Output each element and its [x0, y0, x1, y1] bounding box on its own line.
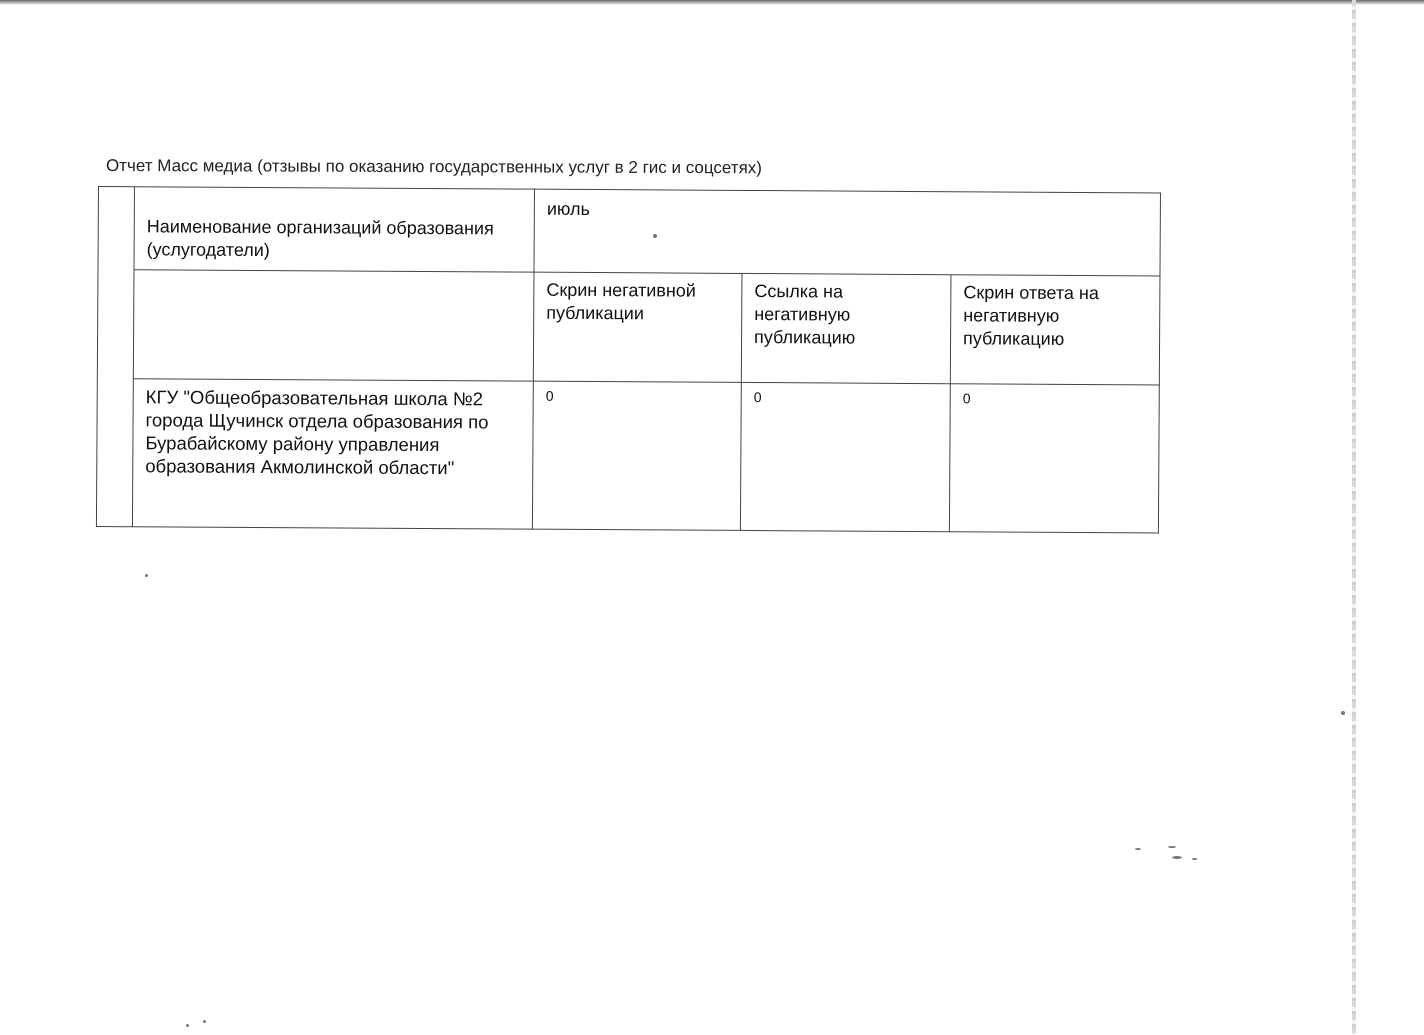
cell-value: 0 — [962, 390, 971, 407]
scan-right-edge — [1352, 0, 1356, 1035]
scan-speck — [1172, 856, 1182, 859]
cell-value: 0 — [753, 389, 762, 406]
scan-top-edge — [0, 0, 1424, 5]
organization-name: КГУ "Общеобразовательная школа №2 города Щучинск отдела образования по Бурабайскому району управления образования Акмолинской области" — [145, 386, 489, 479]
scan-speck — [1192, 858, 1197, 860]
value-cell-screen-negative — [532, 381, 741, 530]
cell-value: 0 — [545, 387, 554, 404]
report-table — [96, 186, 1161, 533]
scan-speck — [203, 1020, 206, 1023]
value-cell-screen-response — [949, 384, 1159, 533]
scan-speck — [1168, 846, 1176, 848]
report-table-container — [96, 186, 1161, 533]
scan-speck — [653, 234, 657, 238]
month-header-cell — [534, 189, 1160, 276]
column-header-label: Скрин ответа на негативную публикацию — [963, 282, 1099, 349]
column-header-screen-negative — [533, 272, 742, 382]
table-row — [96, 378, 1159, 532]
org-header-cell — [134, 187, 534, 272]
column-header-screen-response — [950, 275, 1160, 385]
column-header-link-negative — [741, 273, 951, 383]
column-header-label: Скрин негативной публикации — [546, 279, 696, 324]
table-header-row — [98, 187, 1160, 276]
document-title: Отчет Масс медиа (отзывы по оказанию государственных услуг в 2 гис и соцсетях) — [105, 156, 762, 178]
table-subheader-row — [97, 270, 1160, 385]
org-header-label: Наименование организаций образования (услугодатели) — [146, 216, 494, 261]
scan-speck — [145, 574, 148, 577]
scan-speck — [1341, 711, 1345, 715]
scan-speck — [1135, 848, 1141, 850]
column-header-label: Ссылка на негативную публикацию — [754, 281, 856, 348]
scan-speck — [186, 1024, 189, 1027]
organization-name-cell — [132, 379, 533, 529]
index-column-cell — [96, 187, 134, 527]
value-cell-link-negative — [740, 382, 950, 531]
month-label: июль — [546, 198, 590, 220]
org-subheader-empty-cell — [133, 270, 534, 381]
